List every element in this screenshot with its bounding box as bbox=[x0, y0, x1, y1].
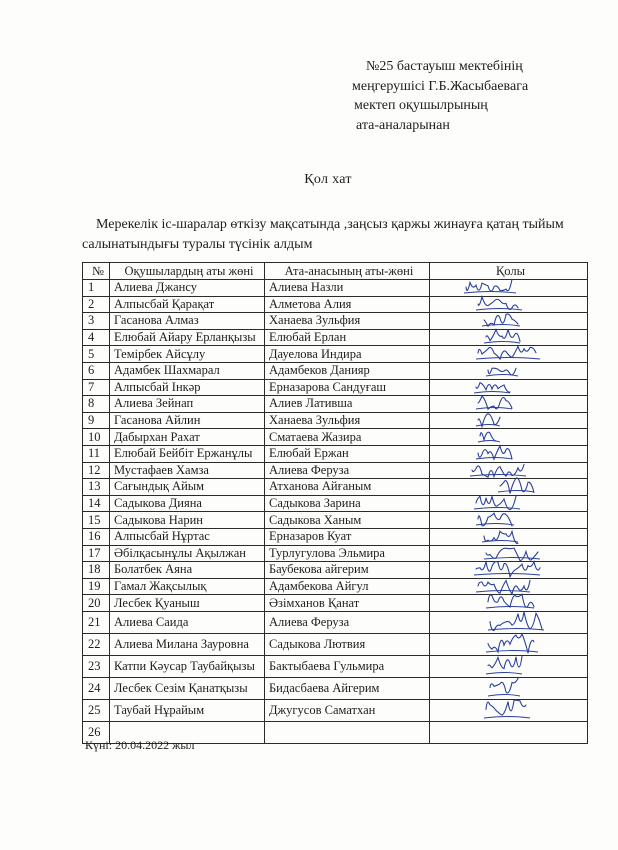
parent-name: Алиева Феруза bbox=[265, 611, 430, 633]
student-name: Гамал Жақсылық bbox=[110, 578, 265, 595]
parent-name: Адамбеков Данияр bbox=[265, 362, 430, 379]
parent-name: Алметова Алия bbox=[265, 296, 430, 313]
parent-name: Алиев Лативша bbox=[265, 396, 430, 413]
row-number: 25 bbox=[83, 699, 110, 721]
parent-name bbox=[265, 721, 430, 743]
parent-name: Ерназарова Сандуғаш bbox=[265, 379, 430, 396]
student-name: Сағындық Айым bbox=[110, 479, 265, 496]
student-name: Әбілқасынұлы Ақылжан bbox=[110, 545, 265, 562]
parent-name: Алиева Феруза bbox=[265, 462, 430, 479]
header-number: № bbox=[83, 263, 110, 280]
student-name: Елюбай Бейбіт Ержанұлы bbox=[110, 445, 265, 462]
student-name: Лесбек Қуаныш bbox=[110, 595, 265, 612]
header-signature: Қолы bbox=[430, 263, 588, 280]
table-body bbox=[83, 280, 588, 744]
parent-name: Бидасбаева Айгерим bbox=[265, 677, 430, 699]
student-name: Лесбек Сезім Қанатқызы bbox=[110, 677, 265, 699]
header-parent: Ата-анасының аты-жөні bbox=[265, 263, 430, 280]
document-title-text: Қол хат bbox=[304, 172, 352, 187]
signature-table bbox=[82, 262, 588, 744]
parent-name: Әзімханов Қанат bbox=[265, 595, 430, 612]
student-name: Алпысбай Қарақат bbox=[110, 296, 265, 313]
student-name: Гасанова Алмаз bbox=[110, 313, 265, 330]
row-number: 18 bbox=[83, 562, 110, 579]
row-number: 11 bbox=[83, 445, 110, 462]
row-number: 14 bbox=[83, 495, 110, 512]
parent-name: Джугусов Саматхан bbox=[265, 699, 430, 721]
parent-name: Елюбай Ержан bbox=[265, 445, 430, 462]
student-name: Алиева Джансу bbox=[110, 280, 265, 297]
row-number: 10 bbox=[83, 429, 110, 446]
row-number: 17 bbox=[83, 545, 110, 562]
student-name: Алиева Зейнап bbox=[110, 396, 265, 413]
row-number: 21 bbox=[83, 611, 110, 633]
addressee-line: мектеп оқушылрының bbox=[354, 98, 488, 113]
row-number: 6 bbox=[83, 362, 110, 379]
signature-cell bbox=[430, 721, 588, 743]
row-number: 5 bbox=[83, 346, 110, 363]
header-student: Оқушылардың аты жөні bbox=[110, 263, 265, 280]
student-name: Болатбек Аяна bbox=[110, 562, 265, 579]
row-number: 26 bbox=[83, 721, 110, 743]
student-name: Алпысбай Нұртас bbox=[110, 528, 265, 545]
addressee-block bbox=[352, 57, 528, 135]
parent-name: Сматаева Жазира bbox=[265, 429, 430, 446]
student-name: Елюбай Айару Ерланқызы bbox=[110, 329, 265, 346]
row-number: 4 bbox=[83, 329, 110, 346]
row-number: 7 bbox=[83, 379, 110, 396]
student-name: Садыкова Нарин bbox=[110, 512, 265, 529]
row-number: 12 bbox=[83, 462, 110, 479]
addressee-line: №25 бастауыш мектебінің bbox=[366, 59, 523, 74]
addressee-line: меңгерушісі Г.Б.Жасыбаевага bbox=[352, 78, 529, 94]
row-number: 15 bbox=[83, 512, 110, 529]
parent-name: Елюбай Ерлан bbox=[265, 329, 430, 346]
signature-cell bbox=[430, 699, 588, 721]
parent-name: Турлугулова Эльмира bbox=[265, 545, 430, 562]
row-number: 16 bbox=[83, 528, 110, 545]
student-name: Алпысбай Інкәр bbox=[110, 379, 265, 396]
parent-name: Ханаева Зульфия bbox=[265, 412, 430, 429]
row-number: 1 bbox=[83, 280, 110, 297]
row-number: 2 bbox=[83, 296, 110, 313]
student-name: Мустафаев Хамза bbox=[110, 462, 265, 479]
student-name: Гасанова Айлин bbox=[110, 412, 265, 429]
student-name: Таубай Нұрайым bbox=[110, 699, 265, 721]
parent-name: Атханова Айғаным bbox=[265, 479, 430, 496]
row-number: 22 bbox=[83, 633, 110, 655]
student-name: Садыкова Дияна bbox=[110, 495, 265, 512]
parent-name: Бактыбаева Гульмира bbox=[265, 655, 430, 677]
row-number: 13 bbox=[83, 479, 110, 496]
row-number: 23 bbox=[83, 655, 110, 677]
document-title bbox=[0, 172, 618, 188]
student-name: Алиева Саида bbox=[110, 611, 265, 633]
row-number: 24 bbox=[83, 677, 110, 699]
row-number: 20 bbox=[83, 595, 110, 612]
statement-paragraph bbox=[82, 215, 582, 255]
student-name: Темірбек Айсұлу bbox=[110, 346, 265, 363]
student-name: Дабырхан Рахат bbox=[110, 429, 265, 446]
row-number: 3 bbox=[83, 313, 110, 330]
parent-name: Ерназаров Куат bbox=[265, 528, 430, 545]
parent-name: Садыкова Ханым bbox=[265, 512, 430, 529]
parent-name: Садыкова Зарина bbox=[265, 495, 430, 512]
parent-name: Баубекова айгерим bbox=[265, 562, 430, 579]
row-number: 8 bbox=[83, 396, 110, 413]
student-name: Адамбек Шахмарал bbox=[110, 362, 265, 379]
row-number: 19 bbox=[83, 578, 110, 595]
parent-name: Ханаева Зульфия bbox=[265, 313, 430, 330]
student-name: Катпи Кәусар Таубайқызы bbox=[110, 655, 265, 677]
student-name: Алиева Милана Зауровна bbox=[110, 633, 265, 655]
table-row bbox=[83, 699, 588, 721]
parent-name: Садыкова Лютвия bbox=[265, 633, 430, 655]
addressee-line: ата-аналарынан bbox=[356, 117, 450, 133]
statement-text: Мерекелік іс-шаралар өткізу мақсатында ,заңсыз қаржы жинауға қатаң тыйым салынатындығы туралы түсінік алдым bbox=[82, 217, 564, 252]
parent-name: Дауелова Индира bbox=[265, 346, 430, 363]
handwritten-signature bbox=[482, 695, 618, 724]
parent-name: Адамбекова Айгул bbox=[265, 578, 430, 595]
parent-name: Алиева Назли bbox=[265, 280, 430, 297]
row-number: 9 bbox=[83, 412, 110, 429]
date-line: Күні: 20.04.2022 жыл bbox=[85, 738, 195, 752]
